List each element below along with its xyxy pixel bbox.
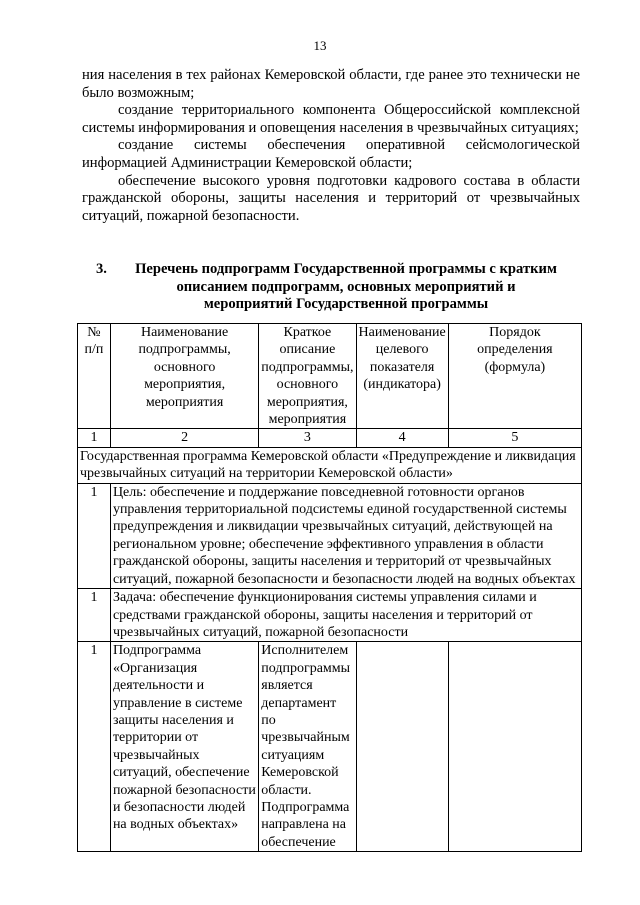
goal-text: Цель: обеспечение и поддержание повседневной готовности органов управления территориальной подсистемы единой государственной системы предупреждения и ликвидации чрезвычайных ситуаций, действующей на региональном уровне; обеспечение эффективного управления в области гражданской обороны, защиты населения и территорий от чрезвычайных ситуаций, пожарной безопасности и безопасности людей на водных объектах: [110, 483, 581, 588]
section-title: Перечень подпрограмм Государственной программы с кратким описанием подпрограмм, основных мероприятий и мероприятий Государственной программы: [135, 261, 557, 313]
column-number: 3: [259, 429, 356, 447]
paragraph-1: ния населения в тех районах Кемеровской области, где ранее это технически не было возможным;: [82, 67, 580, 101]
task-number: 1: [78, 589, 111, 642]
header-indicator: Наименование целевого показателя (индикатора): [356, 324, 448, 429]
subprogram-name: Подпрограмма «Организация деятельности и управление в системе защиты населения и территории от чрезвычайных ситуаций, обеспечение пожарной безопасности и безопасности людей на водных объектах»: [110, 642, 258, 852]
column-number: 2: [110, 429, 258, 447]
paragraph-4: обеспечение высокого уровня подготовки кадрового состава в области гражданской обороны, защиты населения и территорий от чрезвычайных ситуаций, пожарной безопасности.: [82, 172, 580, 224]
column-number: 1: [78, 429, 111, 447]
program-title-cell: Государственная программа Кемеровской области «Предупреждение и ликвидация чрезвычайных ситуаций на территории Кемеровской области»: [78, 447, 582, 483]
header-number: № п/п: [78, 324, 111, 429]
paragraph-3: создание системы обеспечения оперативной сейсмологической информацией Администрации Кемеровской области;: [82, 137, 580, 171]
task-row: [78, 589, 582, 642]
table-header-row: [78, 324, 582, 429]
intro-text-block: [82, 67, 580, 225]
subprogram-indicator: [356, 642, 448, 852]
header-name: Наименование подпрограммы, основного мероприятия, мероприятия: [110, 324, 258, 429]
header-description: Краткое описание подпрограммы, основного мероприятия, мероприятия: [259, 324, 356, 429]
column-number-row: [78, 429, 582, 447]
subprogram-formula: [448, 642, 581, 852]
task-text: Задача: обеспечение функционирования системы управления силами и средствами гражданской обороны, защиты населения и территорий от чрезвычайных ситуаций, пожарной безопасности: [110, 589, 581, 642]
subprogram-number: 1: [78, 642, 111, 852]
section-heading: [82, 261, 580, 314]
page-number: 13: [313, 38, 327, 53]
column-number: 4: [356, 429, 448, 447]
subprogram-row: [78, 642, 582, 852]
subprogram-table: [77, 323, 582, 852]
header-formula: Порядок определения (формула): [448, 324, 581, 429]
goal-row: [78, 483, 582, 588]
subprogram-description: Исполнителем подпрограммы является департамент по чрезвычайным ситуациям Кемеровской области. Подпрограмма направлена на обеспечение: [259, 642, 356, 852]
section-number: 3.: [96, 261, 107, 277]
goal-number: 1: [78, 483, 111, 588]
paragraph-2: создание территориального компонента Общероссийской комплексной системы информирования и оповещения населения в чрезвычайных ситуациях;: [82, 102, 580, 136]
program-row: [78, 447, 582, 483]
column-number: 5: [448, 429, 581, 447]
